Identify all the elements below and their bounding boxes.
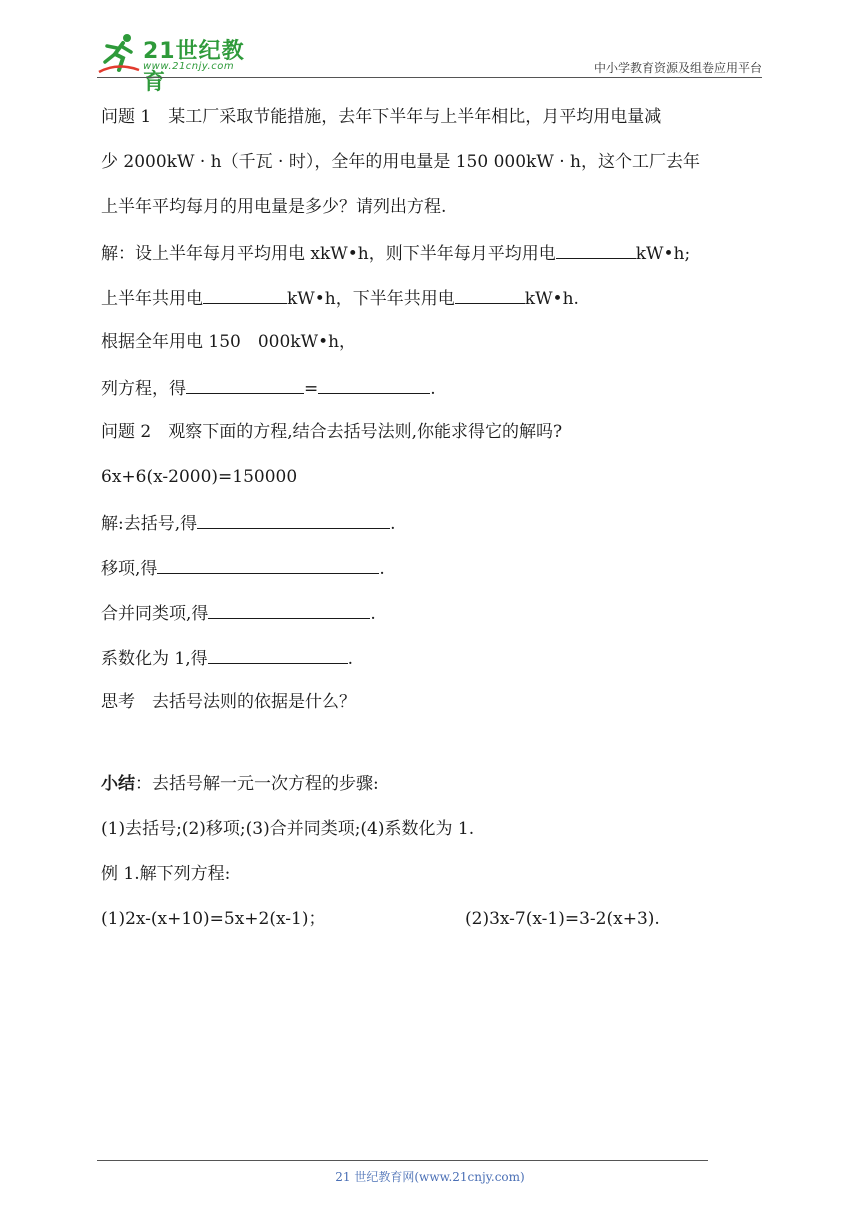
- page-header: [97, 28, 762, 95]
- period: .: [379, 559, 385, 579]
- unit-text: kW•h;: [635, 244, 691, 264]
- solution-text: 解：设上半年每月平均用电 xkW•h，则下半年每月平均用电: [101, 244, 556, 264]
- spacer: [101, 733, 766, 770]
- question-1-line-3: 上半年平均每月的用电量是多少？请列出方程.: [101, 197, 447, 217]
- answer-blank[interactable]: [157, 553, 379, 574]
- answer-blank[interactable]: [186, 373, 304, 394]
- solution-line-2: [101, 283, 766, 328]
- step-4: [101, 643, 766, 688]
- equation-label: 列方程，得: [101, 379, 186, 399]
- answer-blank[interactable]: [208, 643, 348, 664]
- equation: 6x+6(x-2000)=150000: [101, 467, 298, 487]
- answer-blank[interactable]: [208, 598, 370, 619]
- unit-text: kW•h.: [524, 289, 579, 309]
- period: .: [390, 514, 396, 534]
- footer-divider: [97, 1160, 708, 1161]
- step-2: [101, 553, 766, 598]
- step-1: [101, 508, 766, 553]
- example-problem-2: (2)3x-7(x-1)=3-2(x+3).: [465, 909, 660, 929]
- header-divider: [97, 77, 762, 78]
- summary-text: ：去括号解一元一次方程的步骤:: [135, 774, 379, 794]
- step-label: 解:去括号,得: [101, 514, 198, 534]
- steps-list: (1)去括号;(2)移项;(3)合并同类项;(4)系数化为 1.: [101, 819, 475, 839]
- period: .: [347, 649, 354, 669]
- summary-label: 小结: [101, 774, 135, 794]
- logo: [97, 32, 262, 95]
- logo-text: 21世纪教育: [143, 39, 245, 95]
- question-1-line-2: 少 2000kW · h（千瓦 · 时），全年的用电量是 150 000kW · h，这个工厂去年: [101, 152, 700, 172]
- period: .: [430, 379, 436, 399]
- platform-title: 中小学教育资源及组卷应用平台: [593, 61, 762, 75]
- answer-blank[interactable]: [556, 238, 636, 259]
- think-line: 思考 去括号法则的依据是什么？: [101, 692, 356, 712]
- answer-blank[interactable]: [455, 283, 525, 304]
- step-label: 系数化为 1,得: [101, 649, 208, 669]
- footer-text: 21 世纪教育网(www.21cnjy.com): [335, 1170, 525, 1184]
- answer-blank[interactable]: [318, 373, 430, 394]
- logo-url: www.21cnjy.com: [143, 61, 235, 72]
- equals-sign: =: [304, 379, 319, 399]
- solution-line-1: [101, 238, 766, 283]
- step-label: 移项,得: [101, 559, 158, 579]
- basis-line: 根据全年用电 150 000kW•h，: [101, 332, 357, 352]
- step-3: [101, 598, 766, 643]
- summary-line: [101, 770, 766, 815]
- document-body: [101, 103, 766, 950]
- answer-blank[interactable]: [203, 283, 287, 304]
- example-problems: [101, 905, 766, 950]
- example-title: 例 1.解下列方程:: [101, 864, 231, 884]
- example-problem-1: (1)2x-(x+10)=5x+2(x-1)；: [101, 909, 326, 929]
- question-1-line-1: 问题 1 某工厂采取节能措施，去年下半年与上半年相比，月平均用电量减: [101, 107, 662, 127]
- equation-line: [101, 373, 766, 418]
- question-2: 问题 2 观察下面的方程,结合去括号法则,你能求得它的解吗?: [101, 422, 563, 442]
- unit-text: kW•h，下半年共用电: [287, 289, 455, 309]
- runner-logo-icon: [97, 32, 141, 76]
- solution-text: 上半年共用电: [101, 289, 203, 309]
- period: .: [370, 604, 376, 624]
- step-label: 合并同类项,得: [101, 604, 209, 624]
- answer-blank[interactable]: [197, 508, 390, 529]
